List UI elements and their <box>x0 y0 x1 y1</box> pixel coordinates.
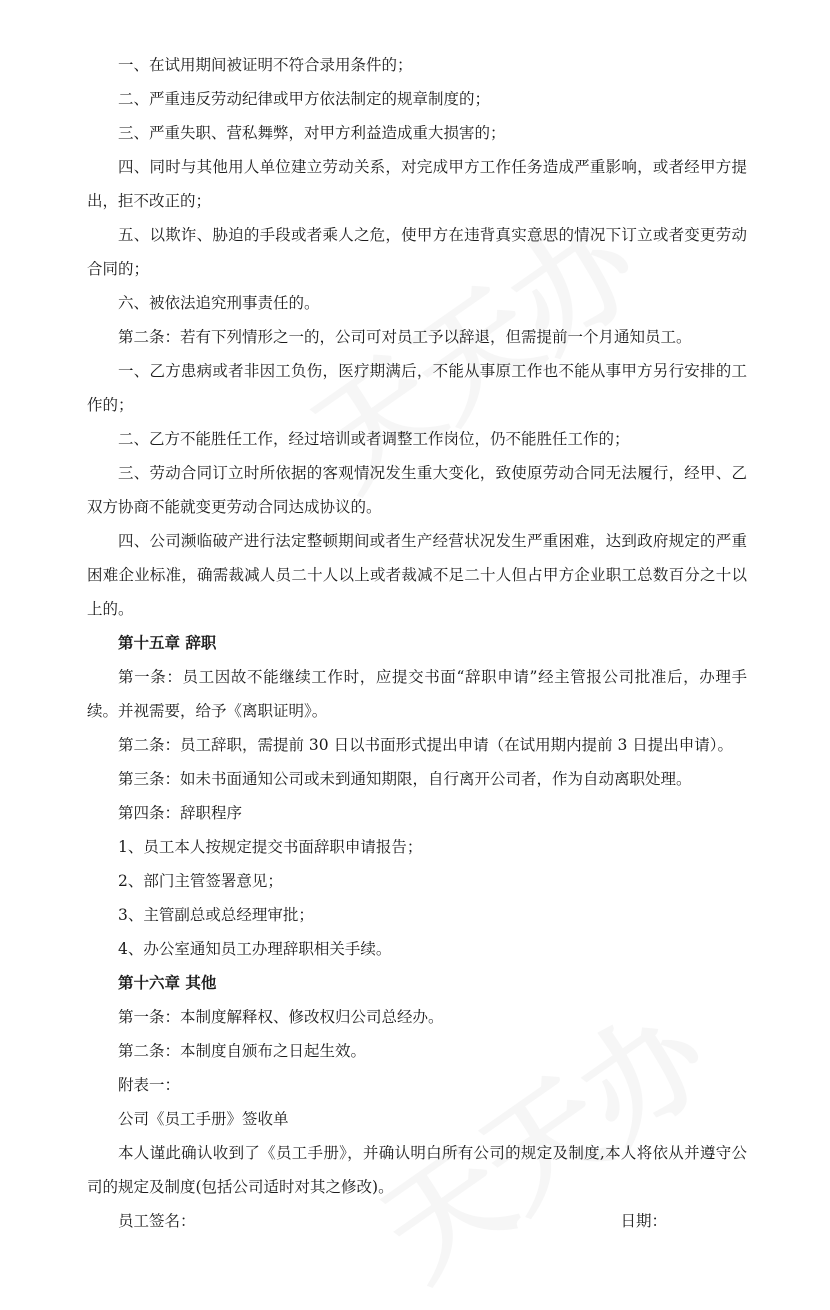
paragraph: 第三条：如未书面通知公司或未到通知期限，自行离开公司者，作为自动离职处理。 <box>118 770 692 788</box>
paragraph: 六、被依法追究刑事责任的。 <box>118 294 320 312</box>
paragraph: 本人谨此确认收到了《员工手册》，并确认明白所有公司的规定及制度,本人将依从并遵守公司的规定及制度(包括公司适时对其之修改)。 <box>87 1144 747 1196</box>
paragraph: 公司《员工手册》签收单 <box>118 1110 289 1128</box>
paragraph: 三、严重失职、营私舞弊，对甲方利益造成重大损害的； <box>118 124 506 142</box>
list-item: 4、办公室通知员工办理辞职相关手续。 <box>118 940 392 958</box>
paragraph: 一、乙方患病或者非因工负伤，医疗期满后，不能从事原工作也不能从事甲方另行安排的工作的； <box>87 362 747 414</box>
date-label: 日期： <box>620 1212 667 1230</box>
chapter-heading: 第十五章 辞职 <box>118 633 217 652</box>
list-item: 1、员工本人按规定提交书面辞职申请报告； <box>118 838 423 856</box>
paragraph: 第四条：辞职程序 <box>118 804 243 822</box>
employee-signature-label: 员工签名： <box>118 1212 196 1230</box>
signature-row <box>87 1204 747 1238</box>
paragraph: 附表一： <box>118 1076 181 1094</box>
paragraph: 第一条：员工因故不能继续工作时，应提交书面“辞职申请”经主管报公司批准后，办理手续。并视需要，给予《离职证明》。 <box>87 668 747 720</box>
paragraph: 三、劳动合同订立时所依据的客观情况发生重大变化，致使原劳动合同无法履行，经甲、乙双方协商不能就变更劳动合同达成协议的。 <box>87 464 747 516</box>
paragraph: 第一条：本制度解释权、修改权归公司总经办。 <box>118 1008 444 1026</box>
paragraph: 二、严重违反劳动纪律或甲方依法制定的规章制度的； <box>118 90 491 108</box>
paragraph: 四、公司濒临破产进行法定整顿期间或者生产经营状况发生严重困难，达到政府规定的严重困难企业标准，确需裁减人员二十人以上或者裁减不足二十人但占甲方企业职工总数百分之十以上的。 <box>87 532 747 618</box>
paragraph: 五、以欺诈、胁迫的手段或者乘人之危，使甲方在违背真实意思的情况下订立或者变更劳动合同的； <box>87 226 747 278</box>
paragraph: 第二条：若有下列情形之一的，公司可对员工予以辞退，但需提前一个月通知员工。 <box>118 328 692 346</box>
list-item: 3、主管副总或总经理审批； <box>118 906 314 924</box>
paragraph: 一、在试用期间被证明不符合录用条件的； <box>118 56 413 74</box>
chapter-heading: 第十六章 其他 <box>118 973 217 992</box>
paragraph: 第二条：本制度自颁布之日起生效。 <box>118 1042 367 1060</box>
list-item: 2、部门主管签署意见； <box>118 872 283 890</box>
document-body <box>87 48 747 1238</box>
paragraph: 第二条：员工辞职，需提前 30 日以书面形式提出申请（在试用期内提前 3 日提出申请）。 <box>118 736 734 754</box>
paragraph: 二、乙方不能胜任工作，经过培训或者调整工作岗位，仍不能胜任工作的； <box>118 430 630 448</box>
paragraph: 四、同时与其他用人单位建立劳动关系，对完成甲方工作任务造成严重影响，或者经甲方提出，拒不改正的； <box>87 158 747 210</box>
